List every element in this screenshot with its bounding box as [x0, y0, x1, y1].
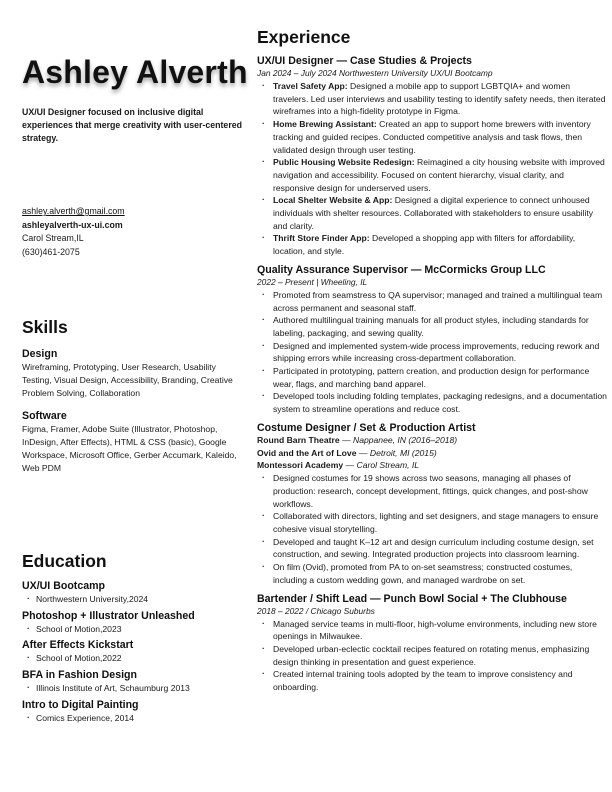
experience-section — [257, 27, 607, 700]
organization-detail: Carol Stream, IL — [356, 460, 420, 471]
job-bullet — [257, 194, 607, 232]
skill-group-text: Figma, Framer, Adobe Suite (Illustrator, Photoshop, InDesign, After Effects), HTML & CSS (basic), Google Workspace, Microsoft Office, Gerber Accumark, Kaleido, Web PDM — [22, 424, 237, 473]
job-bullet — [257, 232, 607, 257]
job-bullet — [257, 80, 607, 118]
organization-detail: Detroit, MI (2015) — [369, 447, 437, 458]
job-bullet: · Developed urban-eclectic cocktail recipes featured on rotating menus, emphasizing design thinking in presentation and guest experience. — [257, 643, 607, 668]
education-item-detail: · School of Motion,2023 — [22, 623, 242, 636]
project-description: Created an app to support home brewers with inventory tracking and guided recipes. Conducted competitive analysis and task flows, then validated design through user testing. — [273, 119, 591, 155]
location: Carol Stream,IL — [22, 233, 84, 244]
skill-group-title: Design — [22, 348, 58, 360]
job-bullet: · Created internal training tools adopted by the team to improve consistency and onboarding. — [257, 668, 607, 693]
skills-section — [22, 317, 242, 475]
job-organization: Montessori Academy — Carol Stream, IL — [257, 460, 420, 471]
project-name: Travel Safety App: — [273, 81, 348, 91]
education-heading: Education — [22, 551, 107, 571]
education-item-detail: · Illinois Institute of Art, Schaumburg 2013 — [22, 682, 242, 695]
organization-name: Montessori Academy — [257, 460, 344, 471]
education-item-title: Photoshop + Illustrator Unleashed — [22, 609, 195, 622]
project-name: Public Housing Website Redesign: — [273, 157, 415, 168]
job-bullet: · Promoted from seamstress to QA supervisor; managed and trained a multilingual team across permanent and seasonal staff. — [257, 289, 607, 314]
skill-group-text: Wireframing, Prototyping, User Research, Usability Testing, Visual Design, Accessibility, Branding, Creative Problem Solving, Collaboration — [22, 362, 233, 398]
job-entry — [257, 422, 607, 587]
education-item-detail: · Comics Experience, 2014 — [22, 712, 242, 725]
project-description: Developed a shopping app with filters for affordability, location, and style. — [273, 233, 576, 257]
email-link[interactable]: ashley.alverth@gmail.com — [22, 206, 125, 216]
candidate-name: Ashley Alverth — [22, 54, 248, 90]
phone: (630)461-2075 — [22, 246, 80, 257]
job-date: Jan 2024 – July 2024 Northwestern University UX/UI Bootcamp — [257, 68, 493, 78]
job-entry — [257, 264, 607, 416]
education-item-title: Intro to Digital Painting — [22, 698, 139, 711]
job-organization: Ovid and the Art of Love — Detroit, MI (2015) — [257, 447, 437, 458]
skills-heading: Skills — [22, 317, 68, 337]
job-bullet: · Designed costumes for 19 shows across two seasons, managing all phases of production: research, concept development, fittings, quick changes, and post-show workflows. — [257, 472, 607, 510]
job-bullet: · Collaborated with directors, lighting and set designers, and stage managers to ensure cohesive visual storytelling. — [257, 510, 607, 535]
organization-name: Round Barn Theatre — [257, 434, 340, 445]
job-title: Bartender / Shift Lead — Punch Bowl Social + The Clubhouse — [257, 592, 567, 605]
project-description: Designed a mobile app to support LGBTQIA+ and women travelers. Led user interviews and usability testing to identify safety needs, then iterated wireframes into a high-fidelity prototype in Figma. — [273, 81, 606, 117]
experience-heading: Experience — [257, 27, 351, 47]
job-title: UX/UI Designer — Case Studies & Projects — [257, 55, 472, 67]
education-item-title: After Effects Kickstart — [22, 639, 134, 652]
job-bullet: · Managed service teams in multi-floor, high-volume environments, including new store openings in Milwaukee. — [257, 618, 607, 643]
project-name: Thrift Store Finder App: — [273, 233, 370, 244]
education-item-title: BFA in Fashion Design — [22, 669, 137, 682]
project-name: Local Shelter Website & App: — [273, 195, 393, 206]
project-description: Reimagined a city housing website with improved navigation and accessibility. Focused on content hierarchy, visual clarity, and responsive design for underserved users. — [273, 157, 605, 193]
job-bullet: · On film (Ovid), promoted from PA to on-set seamstress; constructed costumes, including a custom wedding gown, and managed wardrobe on set. — [257, 561, 607, 586]
skill-group-title: Software — [22, 410, 67, 423]
job-title: Costume Designer / Set & Production Artist — [257, 421, 476, 434]
job-bullet: · Developed tools including folding templates, packaging redesigns, and a documentation system to streamline operations and reduce cost. — [257, 390, 607, 415]
job-date: 2022 – Present | Wheeling, IL — [257, 276, 368, 287]
education-item-title: UX/UI Bootcamp — [22, 580, 105, 592]
job-bullet — [257, 118, 607, 156]
website-link[interactable]: ashleyalverth-ux-ui.com — [22, 219, 123, 230]
organization-name: Ovid and the Art of Love — [257, 447, 357, 458]
job-entry — [257, 593, 607, 694]
job-bullet: · Developed and taught K–12 art and design curriculum including costume design, set construction, and sewing. Integrated production projects into classroom learning. — [257, 536, 607, 561]
profile-summary: UX/UI Designer focused on inclusive digital experiences that merge creativity with user-centered strategy. — [22, 107, 243, 143]
project-name: Home Brewing Assistant: — [273, 119, 377, 130]
job-entry — [257, 55, 607, 258]
project-description: Designed a digital experience to connect unhoused individuals with shelter resources. Collaborated with stakeholders to ensure usability and clarity. — [273, 195, 594, 231]
job-bullet — [257, 156, 607, 194]
job-organization: Round Barn Theatre — Nappanee, IN (2016–2018) — [257, 434, 458, 445]
contact-info — [22, 205, 125, 259]
job-title: Quality Assurance Supervisor — McCormicks Group LLC — [257, 263, 546, 276]
job-date: 2018 – 2022 / Chicago Suburbs — [257, 605, 375, 616]
education-item-detail: · School of Motion,2022 — [22, 652, 242, 665]
organization-detail: Nappanee, IN (2016–2018) — [352, 434, 458, 445]
job-bullet: · Participated in prototyping, pattern creation, and production design for performance wear, flags, and marching band apparel. — [257, 365, 607, 390]
job-bullet: · Designed and implemented system-wide process improvements, reducing rework and shipping errors while increasing cross-department collaboration. — [257, 340, 607, 365]
education-item-detail: · Northwestern University,2024 — [22, 593, 242, 606]
education-section — [22, 551, 242, 729]
job-bullet: · Authored multilingual training manuals for all product styles, including standards for labeling, packaging, and sewing quality. — [257, 314, 607, 339]
